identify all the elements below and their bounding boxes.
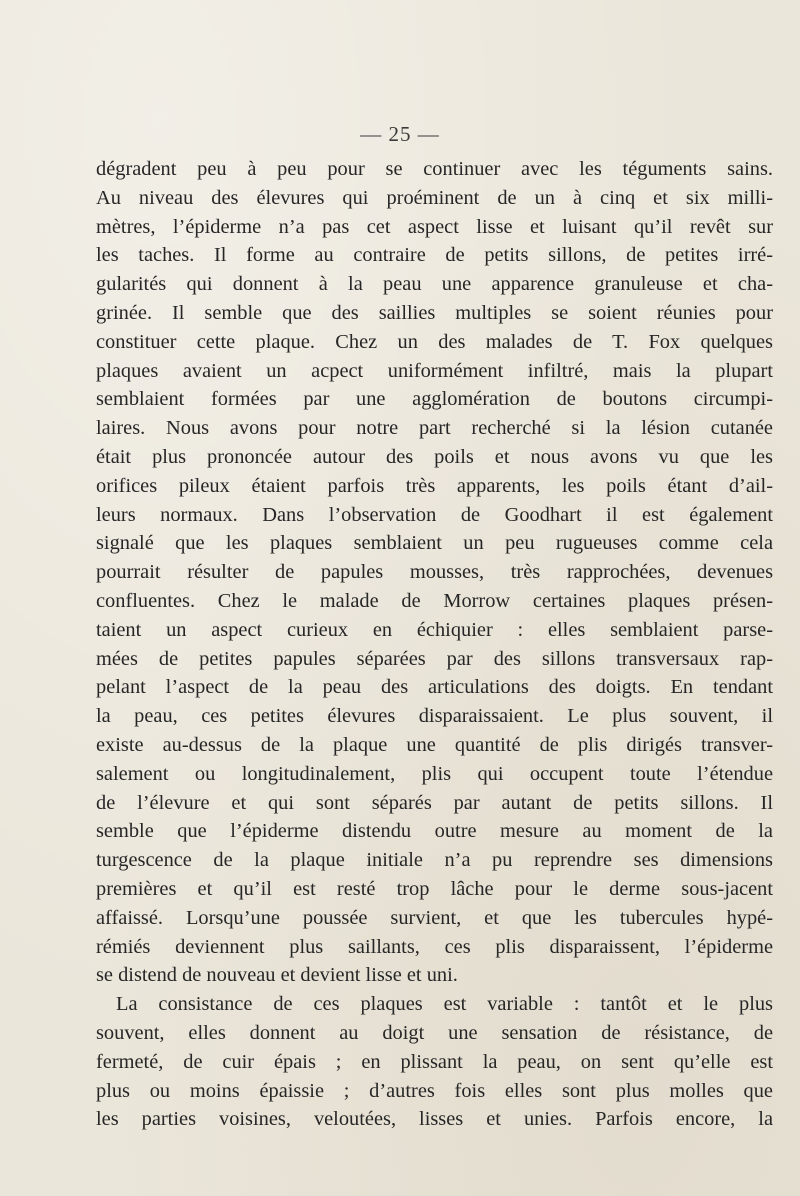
text-line: signalé que les plaques semblaient un peu rugueuses comme cela [96, 532, 773, 555]
text-line: taient un aspect curieux en échiquier : elles semblaient parse- [96, 618, 773, 641]
text-line: mètres, l’épiderme n’a pas cet aspect lisse et luisant qu’il revêt sur [96, 215, 773, 238]
text-line: plaques avaient un acpect uniformément infiltré, mais la plupart [96, 359, 773, 382]
text-line: laires. Nous avons pour notre part recherché si la lésion cutanée [96, 417, 773, 440]
text-line: turgescence de la plaque initiale n’a pu reprendre ses dimensions [96, 849, 773, 872]
text-line: existe au-dessus de la plaque une quantité de plis dirigés transver- [96, 733, 773, 756]
page-number: — 25 — [360, 122, 440, 146]
text-line: rémiés deviennent plus saillants, ces plis disparaissent, l’épiderme [96, 935, 773, 958]
text-line: était plus prononcée autour des poils et nous avons vu que les [96, 445, 773, 468]
text-line: leurs normaux. Dans l’observation de Goodhart il est également [96, 503, 773, 526]
paragraph-end-line: se distend de nouveau et devient lisse et uni. [96, 964, 458, 987]
text-line: confluentes. Chez le malade de Morrow certaines plaques présen- [96, 589, 773, 612]
text-line: de l’élevure et qui sont séparés par autant de petits sillons. Il [96, 791, 773, 814]
text-line: souvent, elles donnent au doigt une sensation de résistance, de [96, 1021, 773, 1044]
text-line: fermeté, de cuir épais ; en plissant la peau, on sent qu’elle est [96, 1050, 773, 1073]
text-line: constituer cette plaque. Chez un des malades de T. Fox quelques [96, 330, 773, 353]
text-line: gularités qui donnent à la peau une apparence granuleuse et cha- [96, 273, 773, 296]
text-line: orifices pileux étaient parfois très apparents, les poils étant d’ail- [96, 474, 773, 497]
text-line: dégradent peu à peu pour se continuer avec les téguments sains. [96, 158, 773, 180]
text-line: pourrait résulter de papules mousses, très rapprochées, devenues [96, 561, 773, 584]
text-line: Au niveau des élevures qui proéminent de un à cinq et six milli- [96, 186, 773, 209]
paragraph-start-line: La consistance de ces plaques est variable : tantôt et le plus [116, 993, 773, 1016]
text-line: mées de petites papules séparées par des sillons transversaux rap- [96, 647, 773, 670]
text-line: la peau, ces petites élevures disparaissaient. Le plus souvent, il [96, 705, 773, 728]
text-line: grinée. Il semble que des saillies multiples se soient réunies pour [96, 301, 773, 324]
text-line: semblaient formées par une agglomération de boutons circumpi- [96, 388, 773, 411]
text-line: semble que l’épiderme distendu outre mesure au moment de la [96, 820, 773, 843]
text-line: affaissé. Lorsqu’une poussée survient, et que les tubercules hypé- [96, 906, 773, 929]
text-line: les parties voisines, veloutées, lisses et unies. Parfois encore, la [96, 1108, 773, 1131]
text-line: pelant l’aspect de la peau des articulations des doigts. En tendant [96, 676, 773, 699]
text-line: les taches. Il forme au contraire de petits sillons, de petites irré- [96, 244, 773, 267]
text-line: plus ou moins épaissie ; d’autres fois elles sont plus molles que [96, 1079, 773, 1102]
text-line: premières et qu’il est resté trop lâche pour le derme sous-jacent [96, 877, 773, 900]
text-line: salement ou longitudinalement, plis qui occupent toute l’étendue [96, 762, 773, 785]
body-text [96, 155, 773, 1134]
